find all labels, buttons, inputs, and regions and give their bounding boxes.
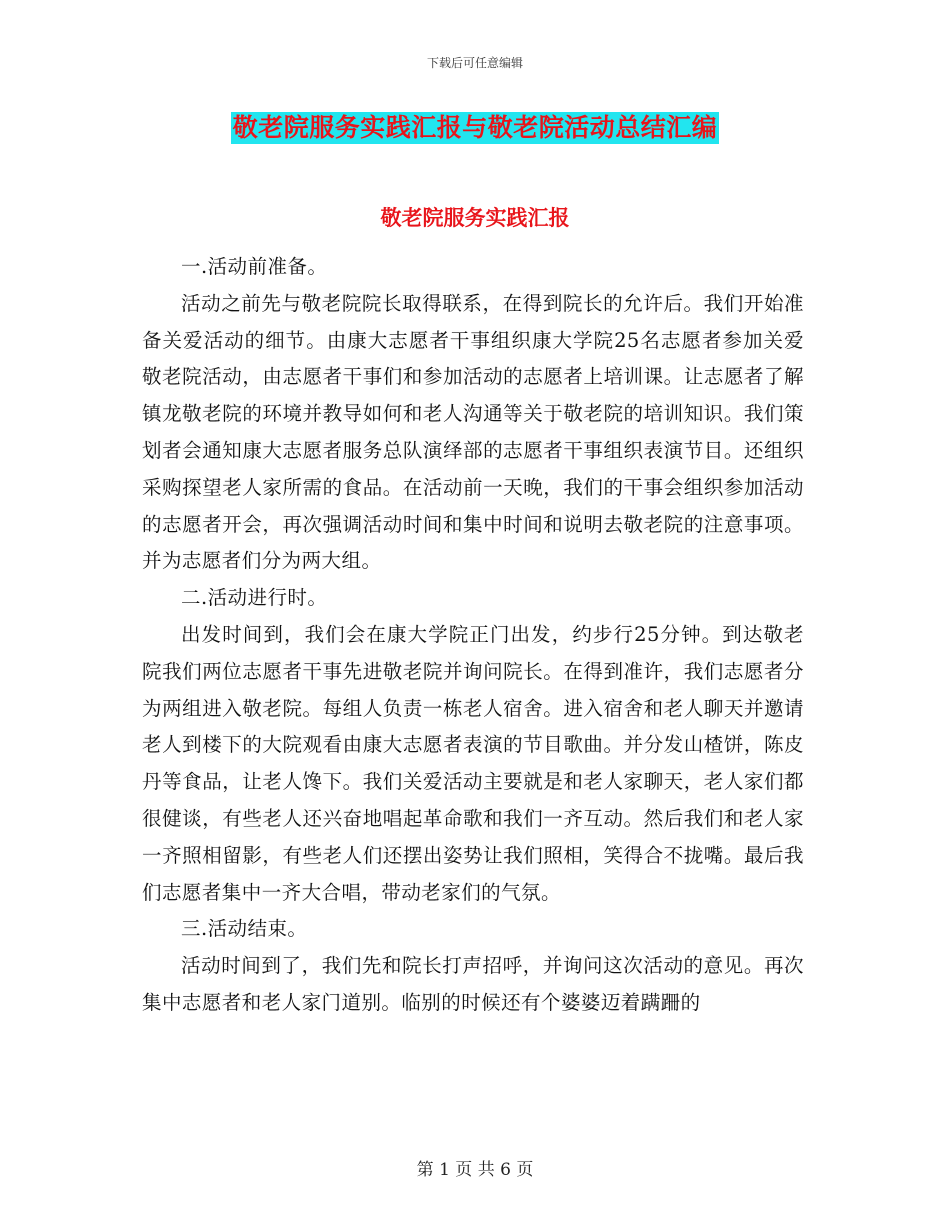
- section-heading-3: 三.活动结束。: [181, 917, 308, 941]
- body-paragraph: 活动之前先与敬老院院长取得联系，在得到院长的允许后。我们开始准备关爱活动的细节。由康大志愿者干事组织康大学院25名志愿者参加关爱敬老院活动，由志愿者干事们和参加活动的志愿者上培训课。让志愿者了解镇龙敬老院的环境并教导如何和老人沟通等关于敬老院的培训知识。我们策划者会通知康大志愿者服务总队演绎部的志愿者干事组织表演节目。还组织采购探望老人家所需的食品。在活动前一天晚，我们的干事会组织参加活动的志愿者开会，再次强调活动时间和集中时间和说明去敬老院的注意事项。并为志愿者们分为两大组。: [142, 291, 804, 573]
- section-heading-1: 一.活动前准备。: [181, 255, 328, 278]
- page-footer: 第 1 页 共 6 页: [416, 1160, 534, 1180]
- body-paragraph: 活动时间到了，我们先和院长打声招呼，并询问这次活动的意见。再次集中志愿者和老人家门道别。临别的时候还有个婆婆迈着蹒跚的: [142, 954, 804, 1014]
- section-title: 敬老院服务实践汇报: [380, 205, 570, 230]
- header-note: 下载后可任意编辑: [426, 56, 523, 70]
- section-heading-2: 二.活动进行时。: [181, 586, 328, 610]
- body-paragraph: 出发时间到，我们会在康大学院正门出发，约步行25分钟。到达敬老院我们两位志愿者干事先进敬老院并询问院长。在得到准许，我们志愿者分为两组进入敬老院。每组人负责一栋老人宿舍。进入宿舍和老人聊天并邀请老人到楼下的大院观看由康大志愿者表演的节目歌曲。并分发山楂饼，陈皮丹等食品，让老人馋下。我们关爱活动主要就是和老人家聊天，老人家们都很健谈，有些老人还兴奋地唱起革命歌和我们一齐互动。然后我们和老人家一齐照相留影，有些老人们还摆出姿势让我们照相，笑得合不拢嘴。最后我们志愿者集中一齐大合唱，带动老家们的气氛。: [142, 622, 804, 904]
- document-title-text: 敬老院服务实践汇报与敬老院活动总结汇编: [232, 113, 718, 142]
- document-body: [142, 249, 804, 1022]
- document-title: [0, 112, 950, 144]
